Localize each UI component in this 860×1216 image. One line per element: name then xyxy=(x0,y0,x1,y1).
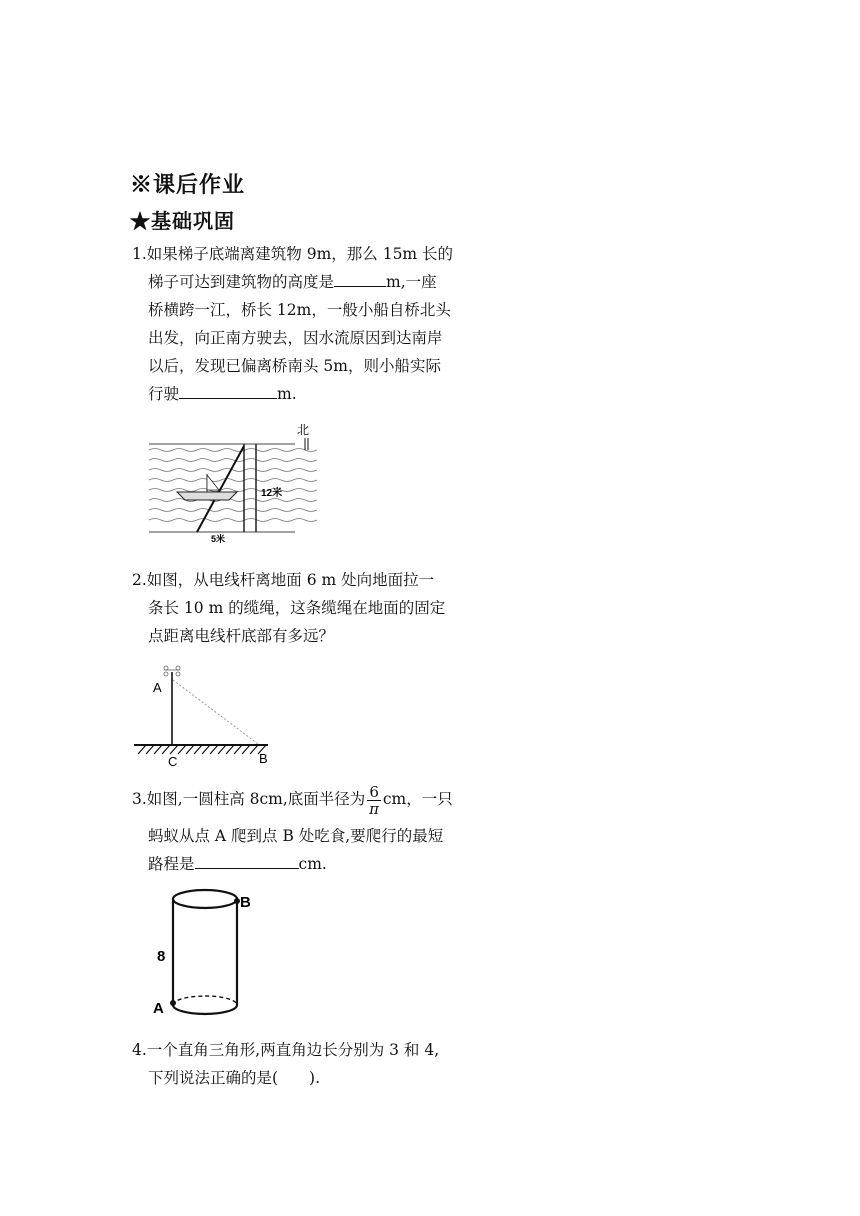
q3-line-2: 蚂蚁从点 A 爬到点 B 处吃食,要爬行的最短 xyxy=(148,827,444,845)
q4-line-2: 下列说法正确的是( ). xyxy=(148,1069,321,1087)
point-A-dot xyxy=(170,1000,176,1006)
ground-hatching xyxy=(138,745,266,754)
cylinder-top xyxy=(173,890,237,908)
q1-line-6b: m. xyxy=(277,385,297,403)
river-bridge-figure xyxy=(145,420,325,545)
bridge-length-label: 12米 xyxy=(261,488,283,499)
north-label: 北 xyxy=(297,423,310,437)
q3-line-1b: cm，一只 xyxy=(382,790,453,808)
boat-icon xyxy=(177,474,237,500)
point-A-label: A xyxy=(153,680,162,695)
point-C-label: C xyxy=(168,754,178,769)
q1-line-2b: m,一座 xyxy=(386,273,437,291)
q1-line-5: 以后，发现已偏离桥南头 5m，则小船实际 xyxy=(148,357,441,375)
height-label: 8 xyxy=(157,948,166,965)
q1-line-3: 桥横跨一江，桥长 12m，一般小船自桥北头 xyxy=(148,301,451,319)
cylinder-figure xyxy=(145,885,255,1027)
q3-line-3 xyxy=(148,850,327,878)
q3-line-1a: 3.如图,一圆柱高 8cm,底面半径为 xyxy=(132,790,366,808)
q1-line-2a: 梯子可达到建筑物的高度是 xyxy=(148,273,335,291)
fraction-numerator: 6 xyxy=(369,782,379,801)
cylinder-bottom-back xyxy=(173,996,237,1005)
cylinder-bottom-front xyxy=(173,1005,237,1014)
water-waves xyxy=(149,449,317,522)
section-heading: ★基础巩固 xyxy=(130,209,235,233)
q1-blank-2 xyxy=(179,398,277,399)
q1-line-2 xyxy=(148,268,437,296)
point-A-label: A xyxy=(153,1000,164,1017)
q3-blank xyxy=(195,868,299,869)
offset-label: 5米 xyxy=(211,534,226,544)
q3-line-3b: cm. xyxy=(298,855,327,873)
pole-figure xyxy=(130,662,280,770)
q3-line-1 xyxy=(132,782,453,817)
point-B-label: B xyxy=(259,751,268,766)
cable xyxy=(173,680,258,744)
q2-line-2: 条长 10 m 的缆绳，这条缆绳在地面的固定 xyxy=(148,599,446,617)
north-arrow-icon xyxy=(305,438,308,450)
q1-blank-1 xyxy=(334,286,386,287)
radius-fraction xyxy=(367,784,381,817)
q1-line-4: 出发，向正南方驶去，因水流原因到达南岸 xyxy=(148,329,443,347)
q3-line-3a: 路程是 xyxy=(148,855,195,873)
q1-line-6 xyxy=(148,380,297,408)
q1-line-6a: 行驶 xyxy=(148,385,180,403)
q2-line-1: 2.如图，从电线杆离地面 6 m 处向地面拉一 xyxy=(132,571,435,589)
point-B-label: B xyxy=(240,894,251,911)
q4-line-1: 4.一个直角三角形,两直角边长分别为 3 和 4, xyxy=(132,1041,440,1059)
page-title: ※课后作业 xyxy=(130,172,246,198)
q1-line-1: 1.如果梯子底端离建筑物 9m，那么 15m 长的 xyxy=(132,245,454,263)
q2-line-3: 点距离电线杆底部有多远？ xyxy=(148,627,335,645)
fraction-denominator: π xyxy=(369,799,380,818)
